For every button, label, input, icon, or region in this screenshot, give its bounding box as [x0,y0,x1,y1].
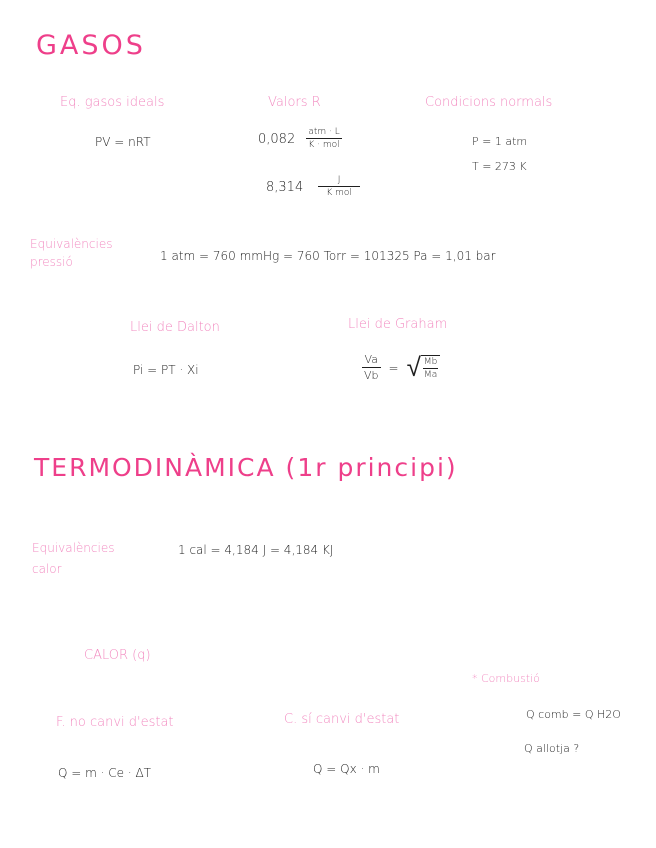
dalton-label: Llei de Dalton [130,320,220,335]
graham-va: Va [364,353,378,366]
combustion-label: * Combustió [472,672,540,685]
no-state-change-label: F. no canvi d'estat [56,715,174,730]
dalton-formula: Pi = PT · Xi [133,363,199,377]
combustion-formula-1: Q comb = Q H2O [526,708,621,721]
graham-velocity-ratio [362,353,381,382]
ideal-gas-formula: PV = nRT [95,135,151,149]
graham-vb: Vb [364,369,379,382]
ideal-gas-label: Eq. gasos ideals [60,95,165,110]
r-value-1 [258,127,342,150]
graham-ma: Ma [423,369,438,380]
state-change-label: C. sí canvi d'estat [284,712,400,727]
graham-mb: Mb [423,356,438,367]
no-state-change-formula: Q = m · Ce · ΔT [58,766,152,780]
section-title-gasos: GASOS [36,30,146,61]
heat-equivalences-formula: 1 cal = 4,184 J = 4,184 KJ [178,543,334,557]
heat-label: CALOR (q) [84,648,151,663]
r-value-2-unit-num: J [337,175,341,185]
graham-label: Llei de Graham [348,317,448,332]
normal-temperature: T = 273 K [472,160,527,173]
heat-equivalences-label-1: Equivalències [32,541,115,555]
pressure-equivalences-label-2: pressió [30,255,73,269]
normal-conditions-label: Condicions normals [425,95,553,110]
r-value-1-units [306,127,341,150]
r-value-2-units [318,175,360,198]
pressure-equivalences-formula: 1 atm = 760 mmHg = 760 Torr = 101325 Pa = 1,01 bar [160,249,496,263]
heat-equivalences-label-2: calor [32,562,62,576]
r-value-1-number: 0,082 [258,132,296,147]
r-value-1-unit-den: K · mol [308,140,340,150]
normal-pressure: P = 1 atm [472,135,528,148]
graham-equals: = [388,360,399,375]
r-values-label: Valors R [268,95,321,110]
section-title-termodinamica: TERMODINÀMICA (1r principi) [34,453,458,482]
r-value-2-unit-den: K mol [318,186,360,198]
combustion-formula-2: Q allotja ? [524,742,580,755]
r-value-2-number: 8,314 [266,180,304,195]
r-value-2 [266,175,360,198]
graham-sqrt: √ $\frac{Mb}{Ma}$ [407,355,441,381]
graham-formula [362,353,440,382]
state-change-formula: Q = Qx · m [313,762,380,776]
pressure-equivalences-label-1: Equivalències [30,237,113,251]
r-value-1-unit-num: atm · L [308,127,340,137]
